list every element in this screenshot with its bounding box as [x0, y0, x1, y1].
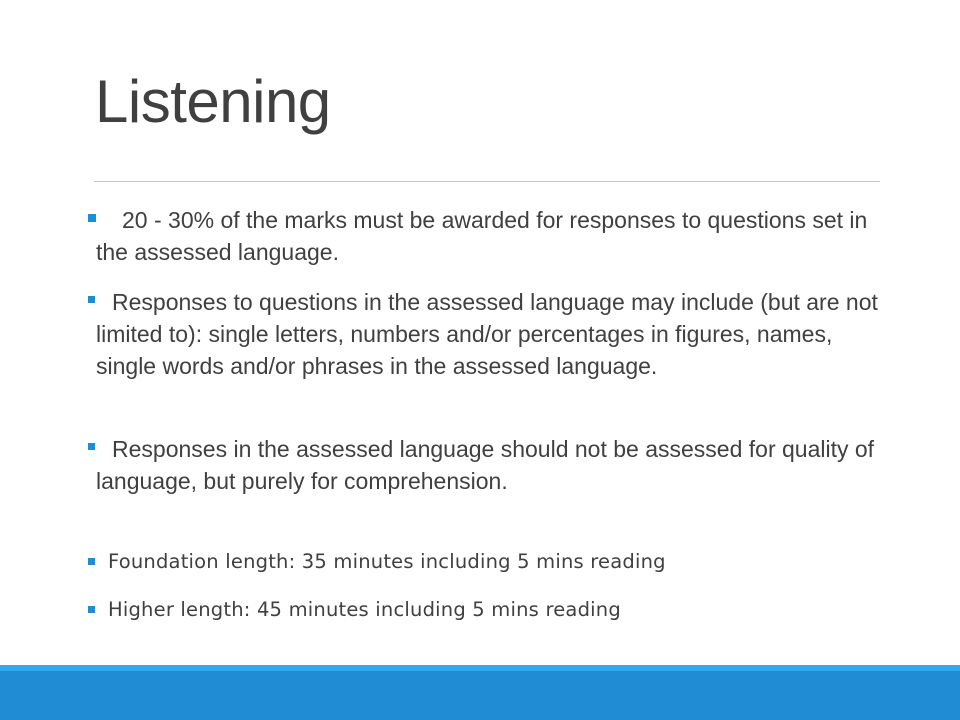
bullet-text: Higher length: 45 minutes including 5 mins reading — [108, 598, 621, 621]
footer-band — [0, 665, 960, 720]
bullet-item — [88, 548, 888, 576]
square-bullet-icon — [88, 606, 95, 613]
bullet-item — [88, 433, 878, 497]
square-bullet-icon — [88, 558, 95, 565]
bullet-text: Responses to questions in the assessed language may include (but are not limited to): single letters, numbers and/or percentages in figures, names, single words and/or phrases in the assessed language. — [96, 289, 878, 379]
bullet-text: Responses in the assessed language should not be assessed for quality of language, but purely for comprehension. — [96, 436, 875, 494]
bullet-text: 20 - 30% of the marks must be awarded for responses to questions set in the assessed language. — [96, 207, 868, 265]
square-bullet-icon — [88, 214, 96, 222]
square-bullet-icon — [88, 296, 95, 303]
title-divider — [94, 181, 880, 182]
bullet-item — [88, 596, 888, 624]
footer-accent-strip — [0, 665, 960, 671]
slide-title: Listening — [95, 68, 331, 135]
bullet-item — [88, 204, 878, 268]
bullet-text: Foundation length: 35 minutes including 5 mins reading — [108, 550, 666, 573]
square-bullet-icon — [88, 443, 95, 450]
bullet-item — [88, 286, 878, 382]
